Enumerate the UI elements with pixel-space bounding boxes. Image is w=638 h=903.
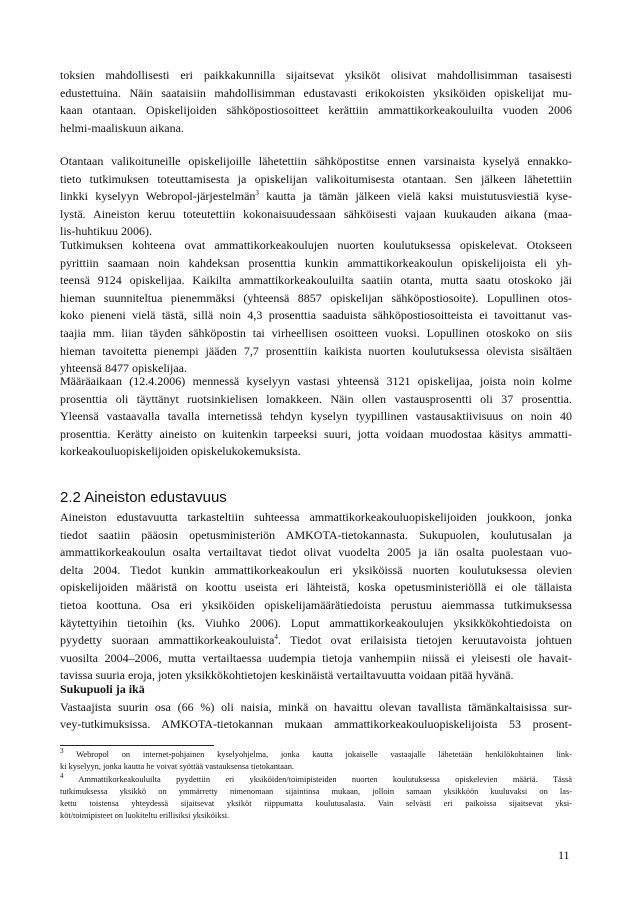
text-line: toksien mahdollisesti eri paikkakunnilla sijaitsevat yksiköt olisivat mahdollisimman tasaisesti bbox=[60, 68, 572, 82]
text-line: Aineiston edustavuutta tarkasteltiin suhteessa ammattikorkeakouluopiskelijoiden joukkoon, jonka bbox=[60, 510, 572, 524]
footnotes bbox=[60, 749, 572, 823]
footnote-divider bbox=[60, 745, 214, 746]
text-line: kettu toistensa yhteydessä sijaitsevat yksiköt riippumatta koulutusalasta. Vain selvästi eri paikoissa sijaitsevat yksi- bbox=[60, 799, 572, 809]
text-line: teensä 9124 opiskelijaa. Kaikilta ammattikorkeakouluilta saatiin otanta, mutta saatu otoskoko jäi bbox=[60, 273, 572, 288]
paragraph-2 bbox=[60, 153, 572, 241]
text-line: prosenttia oli täyttänyt ruotsinkielisen lomakkeen. Näin ollen vastausprosentti oli 37 prosenttia. bbox=[60, 391, 572, 406]
footnote-3 bbox=[60, 749, 572, 761]
text-line: ki kyselyyn, jonka kautta he voivat syöttää vastauksensa tietokantaan. bbox=[60, 762, 294, 772]
text-line: tietoa koottuna. Osa eri yksiköiden opiskelijamäärätiedoista perustuu aiemmassa tutkimuksessa bbox=[60, 597, 572, 612]
text-line: yhteensä 8477 opiskelijaa. bbox=[60, 361, 187, 376]
text-line: korkeakouluopiskelijoiden opiskelukokemuksista. bbox=[60, 444, 301, 459]
text-line: delta 2004. Tiedot kunkin ammattikorkeakoulun eri yksiköissä nuorten koulutuksessa olevien bbox=[60, 562, 572, 577]
footnote-4 bbox=[60, 771, 572, 786]
text-line-with-footnote bbox=[60, 632, 572, 650]
text-line: tutkimuksessa yksikkö on ymmärretty nimenomaan sijaintinsa mukaan, jolloin samaan yksikköön kuuluvaksi on las- bbox=[60, 786, 572, 796]
footnote-number: 4 bbox=[60, 771, 64, 780]
text-line: Määräaikaan (12.4.2006) mennessä kyselyyn vastasi yhteensä 3121 opiskelijaa, joista noin kolme bbox=[60, 374, 572, 388]
text-line: Otantaan valikoituneille opiskelijoille lähetettiin sähköpostitse ennen varsinaista kyselyä ennakko- bbox=[60, 154, 572, 168]
footnote-number: 3 bbox=[60, 747, 64, 756]
text-fragment: linkki kyselyyn Webropol-järjestelmän bbox=[60, 189, 256, 204]
text-line: kaan otantaan. Opiskelijoiden sähköpostiosoitteet kerättiin ammattikorkeakouluilta vuoden 2006 bbox=[60, 103, 572, 118]
text-fragment: Ammattikorkeakouluilta pyydettiin eri yksiköiden/toimipisteiden nuorten koulutuksessa opiskelevien määriä. Tässä bbox=[63, 774, 572, 784]
text-line: prosenttia. Kerätty aineisto on kuitenkin tarpeeksi suuri, jotta voidaan muodostaa käsitys ammatti- bbox=[60, 426, 572, 441]
text-fragment: kautta ja tämän jälkeen vielä kaksi muistutusviestiä kyse- bbox=[258, 189, 572, 204]
text-line: pyrittiin saamaan noin kahdeksan prosenttia kunkin ammattikorkeakoulun opiskelijoista eli yh- bbox=[60, 255, 572, 270]
text-line: lystä. Aineiston keruu toteutettiin kokonaisuudessaan sähköisesti vajaan kuukauden aikana (maa- bbox=[60, 206, 572, 221]
footnote-ref-3: 3 bbox=[255, 189, 259, 198]
text-fragment: Webropol on internet-pohjainen kyselyohjelma, jonka kautta jokaiselle vastaajalle lähetetään henkilökohtainen link- bbox=[63, 750, 572, 759]
text-line: Yleensä vastaavalla tavalla internetissä tehdyn kyselyn tyypillinen vastausaktiivisuus on noin 40 bbox=[60, 409, 572, 424]
page-number: 11 bbox=[558, 848, 570, 862]
text-line: tavissa suuria eroja, joten yksikkökohtietojen keskinäistä vertailtavuutta voidaan pitää hyvänä. bbox=[60, 668, 514, 683]
text-line: helmi-maaliskuun aikana. bbox=[60, 120, 184, 135]
text-line: lis-huhtikuu 2006). bbox=[60, 224, 152, 239]
text-line: Tutkimuksen kohteena ovat ammattikorkeakoulujen nuorten koulutuksessa opiskelevat. Otokseen bbox=[60, 238, 572, 252]
footnote-ref-4: 4 bbox=[274, 633, 278, 642]
text-line: taajia mm. liian täyden sähköpostin tai virheellisen osoitteen vuoksi. Lopullinen otoskoko on siis bbox=[60, 325, 572, 340]
subsection bbox=[60, 681, 572, 734]
text-fragment: pyydetty suoraan ammattikorkeakouluista bbox=[60, 633, 275, 648]
paragraph-1 bbox=[60, 67, 572, 137]
text-fragment: . Tiedot ovat erilaisista tietojen keruutavoista johtuen bbox=[277, 633, 572, 648]
text-line: vuosilta 2004–2006, mutta vertailtaessa uudempia tietoja vanhempiin niissä ei yleisesti ole havait- bbox=[60, 650, 572, 665]
text-line-with-footnote bbox=[60, 188, 572, 206]
section-heading: 2.2 Aineiston edustavuus bbox=[60, 489, 227, 506]
text-line: tieto tutkimuksen toteuttamisesta ja opiskelijan valikoitumisesta otantaan. Sen jälkeen lähetettiin bbox=[60, 171, 572, 186]
paragraph-3 bbox=[60, 237, 572, 378]
text-line: köt/toimipisteet on luokiteltu erillisiksi yksiköiksi. bbox=[60, 811, 230, 821]
text-line: tiedot saatiin pääosin opetusministeriön AMKOTA-tietokannasta. Sukupuolen, koulutusalan ja bbox=[60, 527, 572, 542]
section-paragraph bbox=[60, 509, 572, 685]
text-line: koko pieneni vielä tästä, sillä noin 4,3 prosenttia saaduista sähköpostiosoitteista ei tavoittanut vas- bbox=[60, 308, 572, 323]
text-line: ammattikorkeakoulun osalta vertailtavat tiedot olivat vuodelta 2005 ja iän osalta puolestaan vuo- bbox=[60, 545, 572, 560]
text-line: hieman tavoitetta pienempi jääden 7,7 prosenttiin kaikista nuorten koulutuksessa olevista sisältäen bbox=[60, 343, 572, 358]
text-line: vey-tutkimuksissa. AMKOTA-tietokannan mukaan ammattikorkeakouluopiskelijoista 53 prosent- bbox=[60, 717, 572, 732]
paragraph-4 bbox=[60, 373, 572, 461]
text-line: opiskelijoiden määristä on koottu useista eri lähteistä, koska opetusministeriöllä ei ole tällaista bbox=[60, 580, 572, 595]
text-line: käytettyihin tietoihin (ks. Viuhko 2006). Loput ammattikorkeakoulujen yksikkökohtiedoista on bbox=[60, 615, 572, 630]
text-line: hieman suunniteltua pienemmäksi (yhteensä 8857 opiskelijan sähköpostiosoite). Lopullinen otos- bbox=[60, 290, 572, 305]
subsection-heading: Sukupuoli ja ikä bbox=[60, 682, 145, 696]
text-line: Vastaajista suurin osa (66 %) oli naisia, minkä on havaittu olevan tavallista tämänkaltaisissa sur- bbox=[60, 699, 572, 714]
text-line: edustettuina. Näin saataisiin mahdollisimman edustavasti erikokoisten yksiköiden opiskelijat mu- bbox=[60, 85, 572, 100]
